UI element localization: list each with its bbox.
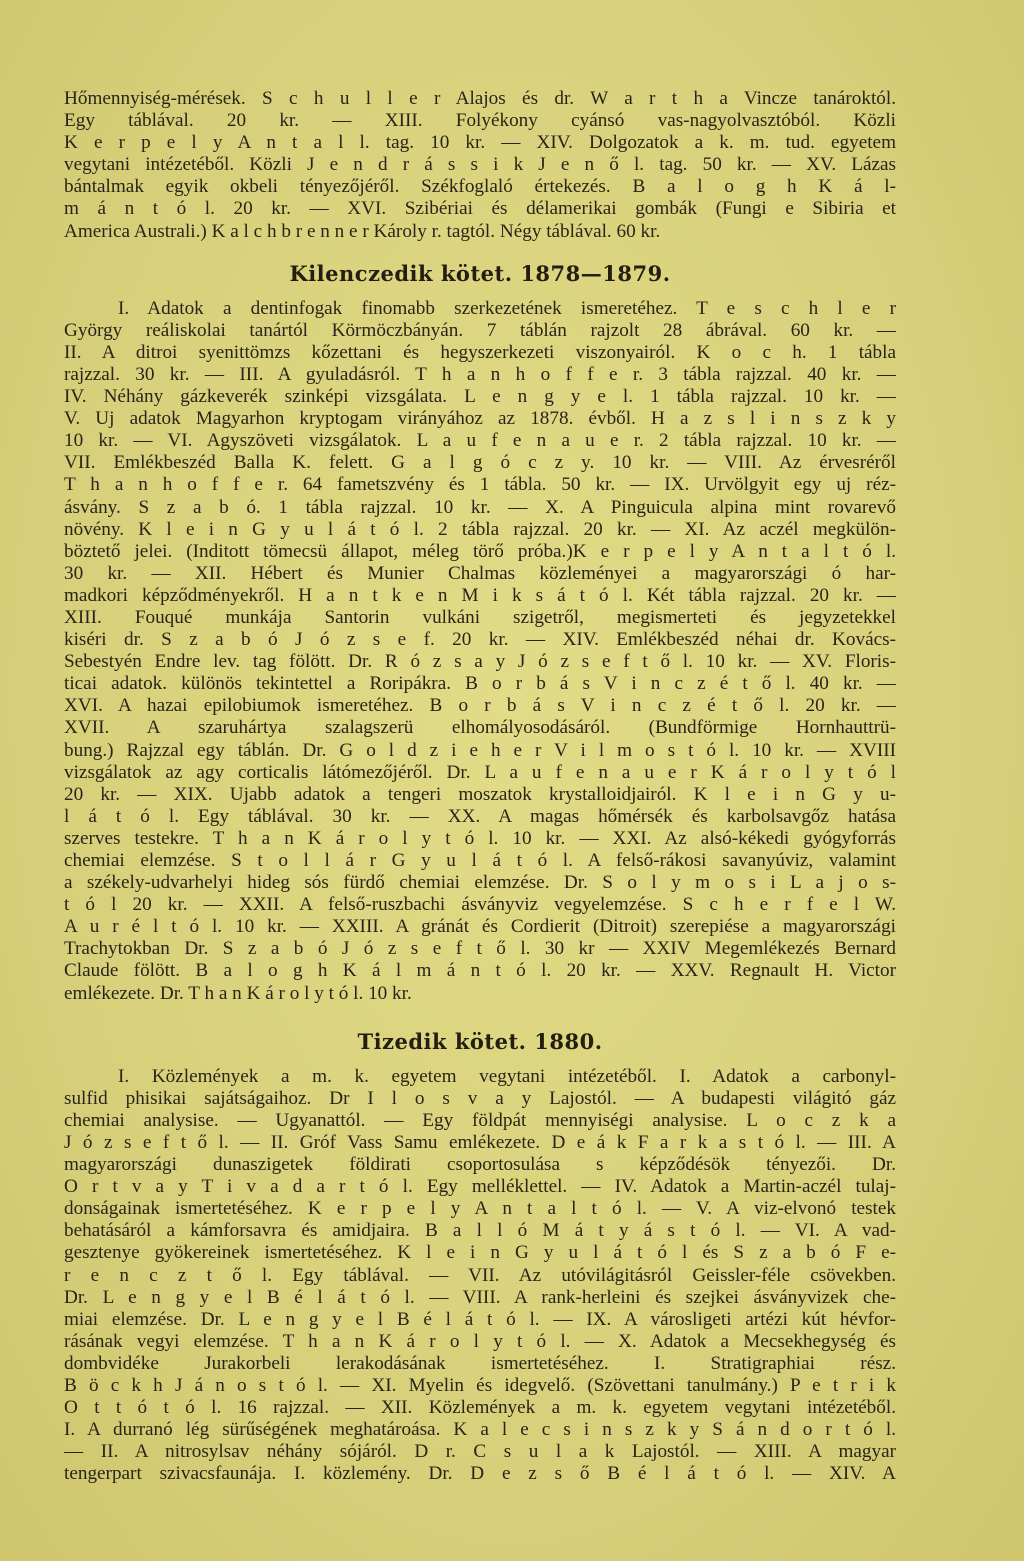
text-line: 20 kr. — XIX. Ujabb adatok a tengeri moszatok krystalloidjairól. K l e i n G y u-: [64, 783, 896, 805]
text-line: sulfid phisikai sajátságaihoz. Dr I l o s v a y Lajostól. — A budapesti világitó gáz: [64, 1087, 896, 1109]
text-line: I. Közlemények a m. k. egyetem vegytani intézetéből. I. Adatok a carbonyl-: [118, 1065, 896, 1087]
text-line: XIII. Fouqué munkája Santorin vulkáni szigetről, megismerteti és jegyzetekkel: [64, 606, 896, 628]
text-line: II. A ditroi syenittömzs kőzettani és hegyszerkezeti viszonyairól. K o c h. 1 tábla: [64, 341, 896, 363]
text-line: Sebestyén Endre lev. tag fölött. Dr. R ó z s a y J ó z s e f t ő l. 10 kr. — XV. Floris-: [64, 651, 896, 673]
text-line: Trachytokban Dr. S z a b ó J ó z s e f t ő l. 30 kr — XXIV Megemlékezés Bernard: [64, 938, 896, 960]
text-line: O r t v a y T i v a d a r t ó l. Egy melléklettel. — IV. Adatok a Martin-aczél tulaj-: [64, 1176, 896, 1198]
text-line: I. A durranó lég sürűségének meghatároása. K a l e c s i n s z k y S á n d o r t ó l.: [64, 1419, 896, 1441]
text-line: I. Adatok a dentinfogak finomabb szerkezetének ismeretéhez. T e s c h l e r: [118, 297, 896, 319]
intro-paragraph: [64, 88, 896, 243]
text-line: miai elemzése. Dr. L e n g y e l B é l á t ó l. — IX. A városligeti artézi kút hévfor-: [64, 1308, 896, 1330]
text-line: bántalmak egyik okbeli tényezőjéről. Székfoglaló értekezés. B a l o g h K á l-: [64, 176, 896, 198]
text-line: chemiai elemzése. S t o l l á r G y u l á t ó l. A felső-rákosi savanyúviz, valamint: [64, 850, 896, 871]
text-line: magyarországi dunaszigetek földirati csoportosulása s képződésök tényezői. Dr.: [64, 1154, 896, 1176]
text-line: Egy táblával. 20 kr. — XIII. Folyékony cyánsó vas-nagyolvasztóból. Közli: [64, 110, 896, 132]
text-line: Claude fölött. B a l o g h K á l m á n t ó l. 20 kr. — XXV. Regnault H. Victor: [64, 960, 896, 982]
text-line: ásvány. S z a b ó. 1 tábla rajzzal. 10 kr. — X. A Pinguicula alpina mint rovarevő: [64, 496, 896, 518]
text-line: — II. A nitrosylsav néhány sójáról. D r. C s u l a k Lajostól. — XIII. A magyar: [64, 1441, 896, 1463]
text-line: VII. Emlékbeszéd Balla K. felett. G a l g ó c z y. 10 kr. — VIII. Az érvesréről: [64, 452, 896, 474]
text-line: V. Uj adatok Magyarhon kryptogam virányához az 1878. évből. H a z s l i n s z k y: [64, 408, 896, 430]
text-line: t ó l 20 kr. — XXII. A felső-ruszbachi ásványviz vegyelemzése. S c h e r f e l W.: [64, 894, 896, 916]
text-line: György reáliskolai tanártól Körmöczbányán. 7 táblán rajzolt 28 ábrával. 60 kr. —: [64, 319, 896, 341]
text-line: chemiai analysise. — Ugyanattól. — Egy földpát mennyiségi analysise. L o c z k a: [64, 1109, 896, 1131]
text-line: XVII. A szaruhártya szalagszerü elhomályosodásáról. (Bundförmige Hornhauttrü-: [64, 717, 896, 739]
text-line: tengerpart szivacsfaunája. I. közlemény. Dr. D e z s ő B é l á t ó l. — XIV. A: [64, 1463, 896, 1485]
text-line: l á t ó l. Egy táblával. 30 kr. — XX. A magas hőmérsék és karbolsavgőz hatása: [64, 805, 896, 827]
text-line: emlékezete. Dr. T h a n K á r o l y t ó l. 10 kr.: [64, 982, 412, 1004]
text-line: gesztenye gyökereinek ismertetéséhez. K l e i n G y u l á t ó l és S z a b ó F e-: [64, 1242, 896, 1264]
volume-9-paragraph: [64, 298, 896, 1005]
volume-10-heading: Tizedik kötet. 1880.: [357, 1028, 603, 1054]
text-line: 30 kr. — XII. Hébert és Munier Chalmas közleményei a magyarországi ó har-: [64, 562, 896, 584]
text-line: A u r é l t ó l. 10 kr. — XXIII. A gránát és Cordierit (Ditroit) szerepiése a magyarországi: [64, 916, 896, 938]
text-line: rásának vegyi elemzése. T h a n K á r o l y t ó l. — X. Adatok a Mecsekhegység és: [64, 1330, 896, 1352]
text-line: a székely-udvarhelyi hideg sós fürdő chemiai elemzése. Dr. S o l y m o s i L a j o s-: [64, 872, 896, 894]
text-line: szerves testekre. T h a n K á r o l y t ó l. 10 kr. — XXI. Az alsó-kékedi gyógyforrás: [64, 827, 896, 849]
text-line: növény. K l e i n G y u l á t ó l. 2 tábla rajzzal. 20 kr. — XI. Az aczél megkülön-: [64, 518, 896, 540]
text-line: kiséri dr. S z a b ó J ó z s e f. 20 kr. — XIV. Emlékbeszéd néhai dr. Kovács-: [64, 629, 896, 651]
text-line: XVI. A hazai epilobiumok ismeretéhez. B o r b á s V i n c z é t ő l. 20 kr. —: [64, 695, 896, 717]
text-line: Dr. L e n g y e l B é l á t ó l. — VIII. A rank-herleini és szejkei ásványvizek che-: [64, 1286, 896, 1308]
text-line: vizsgálatok az agy corticalis látómezőjéről. Dr. L a u f e n a u e r K á r o l y t ó l: [64, 761, 896, 783]
text-line: donságainak ismertetéséhez. K e r p e l y A n t a l t ó l. — V. A viz-elvonó testek: [64, 1198, 896, 1220]
volume-9-heading: Kilenczedik kötet. 1878—1879.: [289, 260, 671, 286]
text-line: O t t ó t ó l. 16 rajzzal. — XII. Közlemények a m. k. egyetem vegytani intézetéből.: [64, 1397, 896, 1419]
page-content: [64, 88, 896, 1485]
text-line: m á n t ó l. 20 kr. — XVI. Szibériai és délamerikai gombák (Fungi e Sibiria et: [64, 198, 896, 220]
text-line: T h a n h o f f e r. 64 fametszvény és 1 tábla. 50 kr. — IX. Urvölgyit egy uj réz-: [64, 474, 896, 496]
text-line: rajzzal. 30 kr. — III. A gyuladásról. T h a n h o f f e r. 3 tábla rajzzal. 40 kr. —: [64, 363, 896, 385]
text-line: vegytani intézetéből. Közli J e n d r á s s i k J e n ő l. tag. 50 kr. — XV. Lázas: [64, 154, 896, 176]
text-line: B ö c k h J á n o s t ó l. — XI. Myelin és idegvelő. (Szövettani tanulmány.) P e t r i k: [64, 1374, 896, 1396]
text-line: ticai adatok. különös tekintettel a Roripákra. B o r b á s V i n c z é t ő l. 40 kr. —: [64, 673, 896, 695]
text-line: K e r p e l y A n t a l l. tag. 10 kr. — XIV. Dolgozatok a k. m. tud. egyetem: [64, 132, 896, 154]
text-line: IV. Néhány gázkeverék szinképi vizsgálata. L e n g y e l. 1 tábla rajzzal. 10 kr. —: [64, 386, 896, 408]
text-line: 10 kr. — VI. Agyszöveti vizsgálatok. L a u f e n a u e r. 2 tábla rajzzal. 10 kr. —: [64, 430, 896, 452]
text-line: madkori képződményekről. H a n t k e n M i k s á t ó l. Két tábla rajzzal. 20 kr. —: [64, 584, 896, 606]
text-line: böztető jelei. (Inditott tömecsü állapot, méleg törő próba.)K e r p e l y A n t a l t ó l.: [64, 540, 896, 562]
text-line: r e n c z t ő l. Egy táblával. — VII. Az utóvilágitásról Geissler-féle csövekben.: [64, 1264, 896, 1286]
text-line: dombvidéke Jurakorbeli lerakodásának ismertetéséhez. I. Stratigraphiai rész.: [64, 1352, 896, 1374]
text-line: bung.) Rajzzal egy táblán. Dr. G o l d z i e h e r V i l m o s t ó l. 10 kr. — XVIII: [64, 739, 896, 761]
text-line: behatásáról a kámforsavra és amidjaira. B a l l ó M á t y á s t ó l. — VI. A vad-: [64, 1220, 896, 1242]
text-line: Hőmennyiség-mérések. S c h u l l e r Alajos és dr. W a r t h a Vincze tanároktól.: [64, 88, 896, 109]
text-line: America Australi.) K a l c h b r e n n e r Károly r. tagtól. Négy táblával. 60 kr.: [64, 220, 661, 242]
volume-10-paragraph: [64, 1066, 896, 1486]
text-line: J ó z s e f t ő l. — II. Gróf Vass Samu emlékezete. D e á k F a r k a s t ó l. — III. A: [64, 1131, 896, 1153]
